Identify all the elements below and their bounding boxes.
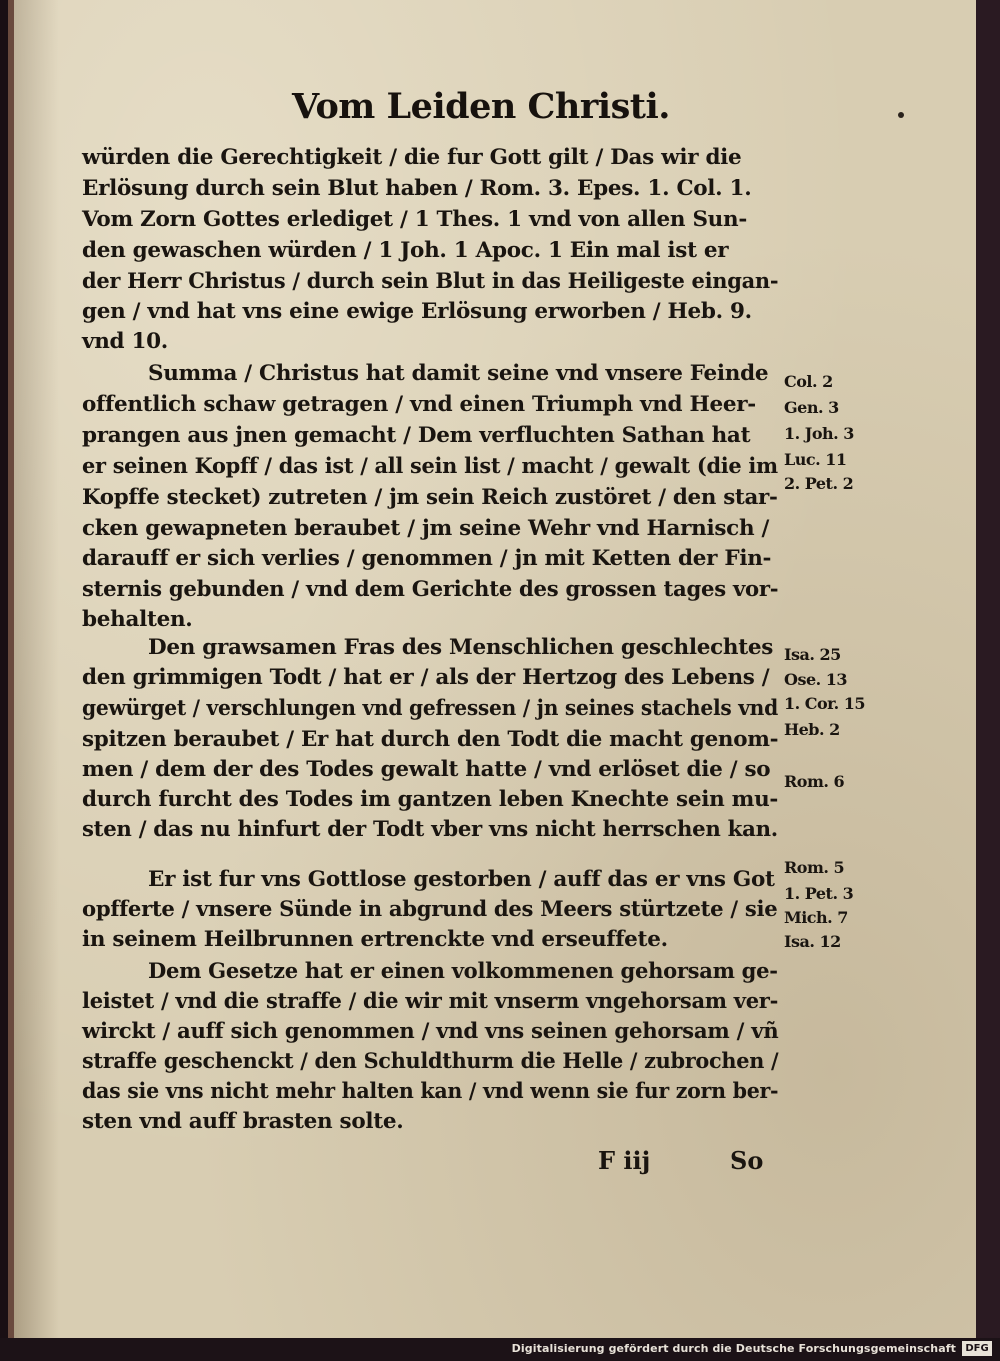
text-line: opfferte / vnsere Sünde in abgrund des Meers stürtzete / sie	[82, 897, 778, 922]
signature-mark: F iij	[598, 1146, 651, 1175]
text-line: Er ist fur vns Gottlose gestorben / auff das er vns Got	[148, 867, 775, 892]
margin-note: Isa. 25	[784, 645, 841, 664]
margin-note: 1. Joh. 3	[784, 424, 854, 443]
text-line: in seinem Heilbrunnen ertrenckte vnd erseuffete.	[82, 927, 668, 952]
text-line: straffe geschenckt / den Schuldthurm die Helle / zubrochen /	[82, 1049, 779, 1074]
margin-note: Col. 2	[784, 372, 833, 391]
margin-note: Isa. 12	[784, 932, 841, 951]
margin-note: Gen. 3	[784, 398, 839, 417]
text-line: wirckt / auff sich genommen / vnd vns seinen gehorsam / vñ	[82, 1019, 779, 1044]
text-line: leistet / vnd die straffe / die wir mit vnserm vngehorsam ver-	[82, 989, 779, 1014]
margin-note: Mich. 7	[784, 908, 848, 927]
dfg-logo: DFG	[962, 1341, 992, 1356]
text-line: er seinen Kopff / das ist / all sein list / macht / gewalt (die im	[82, 454, 778, 479]
text-line: darauff er sich verlies / genommen / jn mit Ketten der Fin-	[82, 546, 772, 571]
margin-note: Luc. 11	[784, 450, 847, 469]
margin-note: Rom. 6	[784, 772, 845, 791]
text-line: sternis gebunden / vnd dem Gerichte des grossen tages vor-	[82, 577, 779, 602]
text-line: den grimmigen Todt / hat er / als der Hertzog des Lebens /	[82, 665, 770, 690]
text-line: gen / vnd hat vns eine ewige Erlösung erworben / Heb. 9.	[82, 299, 752, 324]
margin-note: 2. Pet. 2	[784, 474, 854, 493]
text-line: durch furcht des Todes im gantzen leben Knechte sein mu-	[82, 787, 779, 812]
text-line: sten vnd auff brasten solte.	[82, 1109, 404, 1134]
text-line: den gewaschen würden / 1 Joh. 1 Apoc. 1 Ein mal ist er	[82, 238, 729, 263]
text-line: der Herr Christus / durch sein Blut in das Heiligeste eingan-	[82, 269, 779, 294]
footer-credit: Digitalisierung gefördert durch die Deutsche Forschungsgemeinschaft	[511, 1342, 956, 1355]
text-line: Den grawsamen Fras des Menschlichen geschlechtes	[148, 635, 774, 660]
text-line: prangen aus jnen gemacht / Dem verfluchten Sathan hat	[82, 423, 751, 448]
text-line: spitzen beraubet / Er hat durch den Todt die macht genom-	[82, 727, 779, 752]
text-line: das sie vns nicht mehr halten kan / vnd wenn sie fur zorn ber-	[82, 1079, 779, 1104]
margin-note: 1. Pet. 3	[784, 884, 854, 903]
text-line: Kopffe stecket) zutreten / jm sein Reich zustöret / den star-	[82, 485, 778, 510]
margin-note: Heb. 2	[784, 720, 840, 739]
running-head: Vom Leiden Christi.	[292, 86, 670, 127]
text-line: vnd 10.	[82, 329, 168, 354]
margin-note: Ose. 13	[784, 670, 848, 689]
text-line: men / dem der des Todes gewalt hatte / vnd erlöset die / so	[82, 757, 771, 782]
text-line: sten / das nu hinfurt der Todt vber vns nicht herrschen kan.	[82, 817, 778, 842]
margin-note: Rom. 5	[784, 858, 845, 877]
catchword: So	[730, 1146, 764, 1175]
text-line: offentlich schaw getragen / vnd einen Triumph vnd Heer-	[82, 392, 756, 417]
text-line: würden die Gerechtigkeit / die fur Gott gilt / Das wir die	[82, 145, 742, 170]
text-line: gewürget / verschlungen vnd gefressen / jn seines stachels vnd	[82, 696, 778, 721]
text-line: behalten.	[82, 607, 193, 632]
page-edge	[976, 0, 1000, 1338]
margin-note: 1. Cor. 15	[784, 694, 866, 713]
text-line: cken gewapneten beraubet / jm seine Wehr vnd Harnisch /	[82, 516, 770, 541]
text-line: Vom Zorn Gottes erlediget / 1 Thes. 1 vnd von allen Sun-	[82, 207, 747, 232]
text-line: Dem Gesetze hat er einen volkommenen gehorsam ge-	[148, 959, 778, 984]
text-line: Erlösung durch sein Blut haben / Rom. 3. Epes. 1. Col. 1.	[82, 176, 752, 201]
ink-dot	[898, 112, 904, 118]
text-line: Summa / Christus hat damit seine vnd vnsere Feinde	[148, 361, 769, 386]
